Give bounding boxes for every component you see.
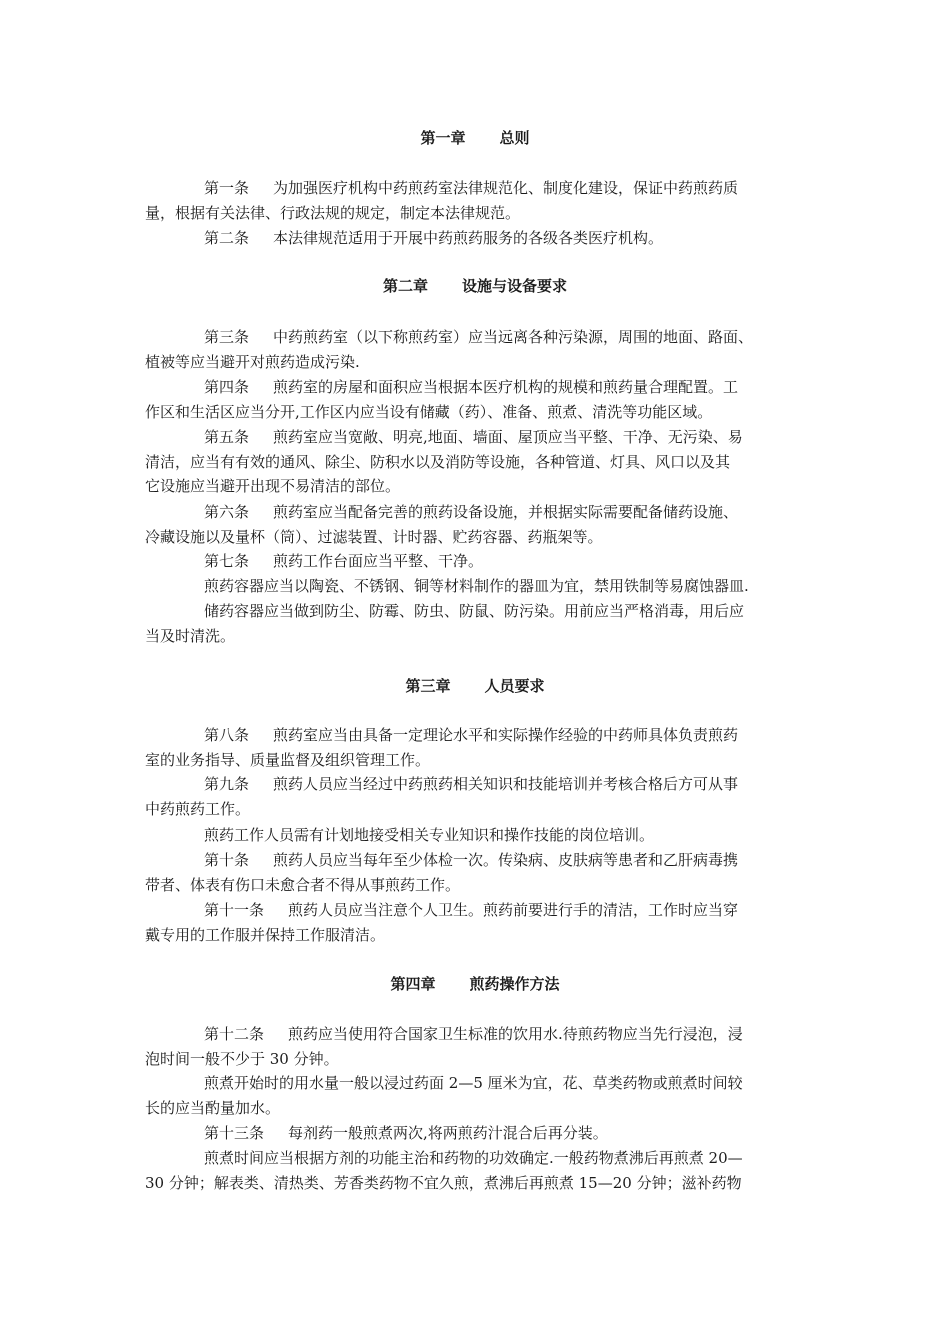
line-text: 带者、体表有伤口未愈合者不得从事煎药工作。 [145,875,461,894]
paragraph-line [145,848,810,873]
paragraph [145,375,810,424]
paragraph-line [145,201,810,226]
chapter-heading [0,676,950,696]
chapter-number: 第四章 [390,975,436,993]
chapter-number: 第一章 [420,129,466,147]
line-text: 量，根据有关法律、行政法规的规定，制定本法律规范。 [145,203,521,222]
paragraph-line [145,350,810,375]
paragraph-line [145,425,810,450]
line-text: 每剂药一般煎煮两次,将两煎药汁混合后再分装。 [288,1124,608,1142]
line-text: 煎煮时间应当根据方剂的功能主治和药物的功效确定.一般药物煮沸后再煎煮 20— [204,1149,743,1167]
paragraph-line [145,226,810,251]
line-text: 煎药容器应当以陶瓷、不锈钢、铜等材料制作的器皿为宜，禁用铁制等易腐蚀器皿. [204,577,749,595]
line-text: 煎药人员应当每年至少体检一次。传染病、皮肤病等患者和乙肝病毒携 [273,851,739,869]
paragraph-line [145,400,810,425]
paragraph-line [145,873,810,898]
paragraph-line [145,723,810,748]
paragraph-line [145,525,810,550]
line-text: 中药煎药室（以下称煎药室）应当远离各种污染源，周围的地面、路面、 [273,328,754,346]
paragraph [145,574,810,599]
paragraph-line [145,797,810,822]
article-number: 第十条 [204,851,250,869]
line-text: 泡时间一般不少于 30 分钟。 [145,1049,339,1068]
paragraph [145,425,810,499]
paragraph [145,723,810,772]
paragraph-line [145,1171,810,1196]
article-number: 第七条 [204,552,250,570]
paragraph-line [145,599,810,624]
paragraph-line [145,1022,810,1047]
chapter-title: 设施与设备要求 [462,277,568,295]
article-number: 第九条 [204,775,250,793]
paragraph-line [145,549,810,574]
line-text: 作区和生活区应当分开,工作区内应当设有储藏（药）、准备、煎煮、清洗等功能区域。 [145,402,713,421]
chapter-title: 煎药操作方法 [469,975,560,993]
paragraph-line [145,624,810,649]
article-number: 第十三条 [204,1124,265,1142]
line-text: 30 分钟；解表类、清热类、芳香类药物不宜久煎，煮沸后再煎煮 15—20 分钟；滋补药物 [145,1173,742,1192]
paragraph [145,1071,810,1120]
line-text: 它设施应当避开出现不易清洁的部位。 [145,477,401,495]
line-text: 煎药工作台面应当平整、干净。 [273,552,484,570]
line-text: 煎药室的房屋和面积应当根据本医疗机构的规模和煎药量合理配置。工 [273,378,739,396]
line-text: 冷藏设施以及量杯（筒）、过滤装置、计时器、贮药容器、药瓶架等。 [145,527,603,546]
paragraph-line [145,923,810,948]
chapter-heading [0,974,950,994]
article-number: 第六条 [204,503,250,521]
paragraph [145,500,810,549]
chapter-title: 人员要求 [484,677,545,695]
paragraph-line [145,823,810,848]
chapter-number: 第三章 [405,677,451,695]
paragraph-line [145,1096,810,1121]
line-text: 为加强医疗机构中药煎药室法律规范化、制度化建设，保证中药煎药质 [273,179,739,197]
line-text: 戴专用的工作服并保持工作服清洁。 [145,925,386,944]
paragraph [145,1121,810,1146]
chapter-heading [0,276,950,296]
paragraph [145,176,810,225]
paragraph [145,226,810,251]
line-text: 长的应当酌量加水。 [145,1098,281,1117]
paragraph-line [145,1047,810,1072]
paragraph [145,1022,810,1071]
line-text: 煎药室应当由具备一定理论水平和实际操作经验的中药师具体负责煎药 [273,726,739,744]
paragraph-line [145,176,810,201]
chapter-title: 总则 [499,129,530,147]
article-number: 第四条 [204,378,250,396]
article-number: 第十一条 [204,901,265,919]
line-text: 煎药工作人员需有计划地接受相关专业知识和操作技能的岗位培训。 [204,826,655,844]
article-number: 第二条 [204,229,250,247]
paragraph-line [145,500,810,525]
paragraph [145,772,810,821]
line-text: 本法律规范适用于开展中药煎药服务的各级各类医疗机构。 [273,229,664,247]
line-text: 清洁，应当有有效的通风、除尘、防积水以及消防等设施，各种管道、灯具、风口以及其 [145,452,731,471]
paragraph [145,599,810,648]
paragraph-line [145,1121,810,1146]
chapter-heading [0,128,950,148]
line-text: 煎药人员应当注意个人卫生。煎药前要进行手的清洁，工作时应当穿 [288,901,739,919]
paragraph-line [145,325,810,350]
paragraph [145,1146,810,1195]
paragraph-line [145,1071,810,1096]
paragraph-line [145,772,810,797]
line-text: 中药煎药工作。 [145,799,251,818]
paragraph [145,848,810,897]
paragraph-line [145,748,810,773]
line-text: 储药容器应当做到防尘、防霉、防虫、防鼠、防污染。用前应当严格消毒，用后应 [204,602,745,620]
paragraph-line [145,898,810,923]
chapter-number: 第二章 [382,277,428,295]
line-text: 煎药应当使用符合国家卫生标准的饮用水.待煎药物应当先行浸泡，浸 [288,1025,743,1043]
line-text: 煎药人员应当经过中药煎药相关知识和技能培训并考核合格后方可从事 [273,775,739,793]
paragraph [145,898,810,947]
line-text: 煎药室应当宽敞、明亮,地面、墙面、屋顶应当平整、干净、无污染、易 [273,428,743,446]
line-text: 当及时清洗。 [145,626,236,645]
paragraph [145,549,810,574]
paragraph-line [145,450,810,475]
article-number: 第三条 [204,328,250,346]
article-number: 第一条 [204,179,250,197]
line-text: 煎煮开始时的用水量一般以浸过药面 2—5 厘米为宜，花、草类药物或煎煮时间较 [204,1074,743,1092]
paragraph [145,823,810,848]
paragraph-line [145,375,810,400]
line-text: 室的业务指导、质量监督及组织管理工作。 [145,750,431,769]
paragraph-line [145,574,810,599]
line-text: 植被等应当避开对煎药造成污染. [145,352,360,371]
article-number: 第十二条 [204,1025,265,1043]
article-number: 第五条 [204,428,250,446]
paragraph [145,325,810,374]
line-text: 煎药室应当配备完善的煎药设备设施，并根据实际需要配备储药设施、 [273,503,739,521]
article-number: 第八条 [204,726,250,744]
paragraph-line [145,474,810,499]
paragraph-line [145,1146,810,1171]
